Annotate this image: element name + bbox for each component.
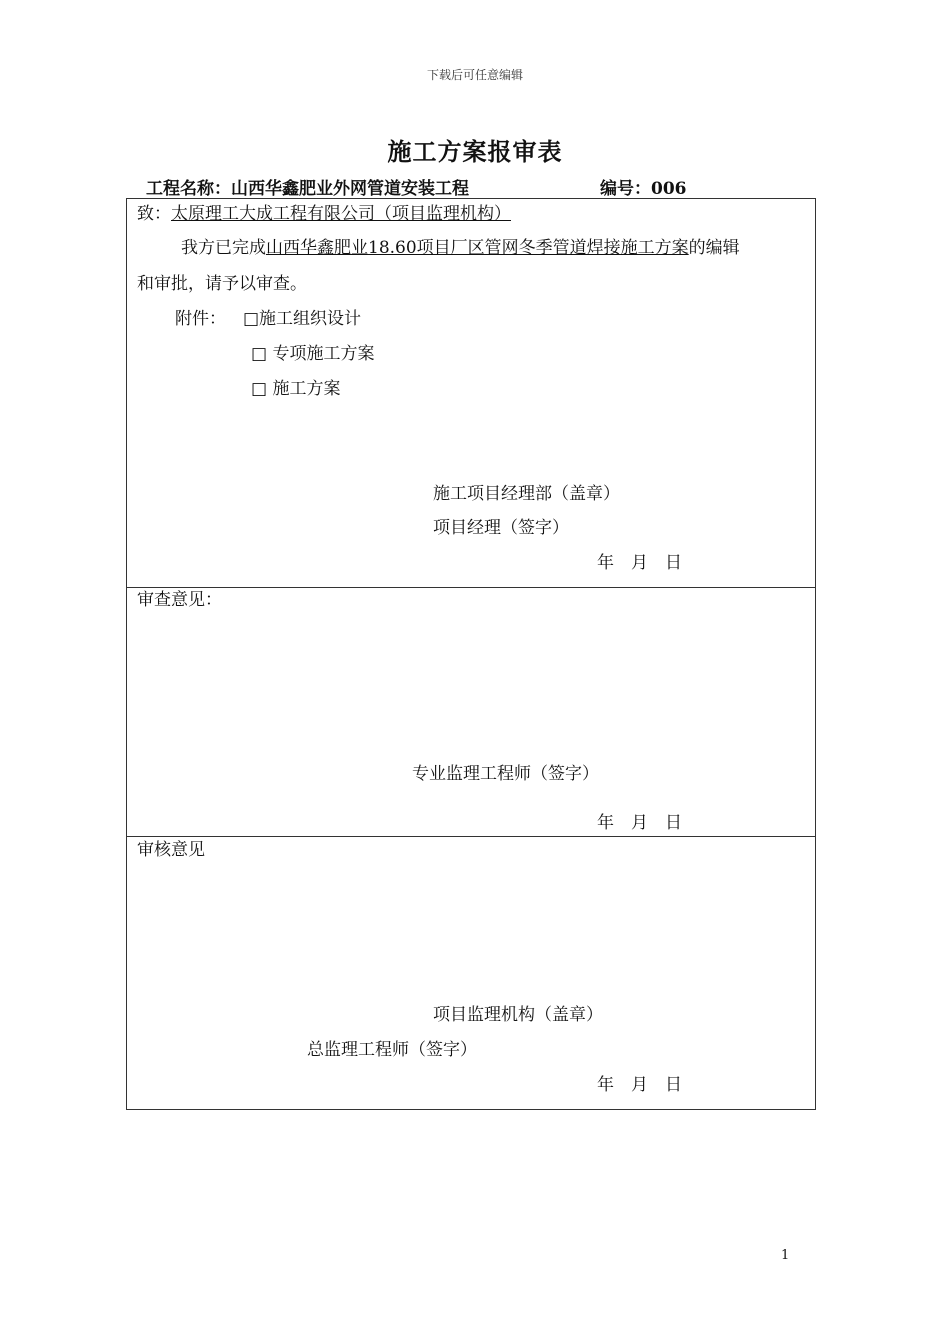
submission-body-line1 [181, 237, 740, 259]
body-prefix: 我方已完成 [181, 238, 266, 258]
audit-date: 年 月 日 [597, 1075, 682, 1095]
attachment-option-construction-plan[interactable]: □ 施工方案 [251, 379, 341, 399]
supervision-org-seal: 项目监理机构（盖章） [433, 1005, 603, 1025]
attachment-label: 附件： [175, 309, 226, 329]
submission-body-line2: 和审批，请予以审查。 [137, 274, 307, 294]
review-form-table [126, 198, 816, 1110]
engineer-signature: 专业监理工程师（签字） [412, 764, 599, 784]
info-line [146, 174, 816, 198]
body-suffix: 的编辑 [688, 238, 740, 258]
body-project: 山西华鑫肥业18.60项目厂区管网冬季管道焊接施工方案 [266, 238, 689, 258]
addressee-prefix: 致： [137, 204, 171, 224]
audit-opinion-label: 审核意见 [137, 840, 205, 860]
page-number: 1 [781, 1248, 790, 1263]
department-seal: 施工项目经理部（盖章） [433, 484, 620, 504]
audit-section [127, 837, 815, 1109]
manager-signature: 项目经理（签字） [433, 518, 569, 538]
form-title: 施工方案报审表 [387, 137, 563, 166]
addressee-org: 太原理工大成工程有限公司（项目监理机构） [171, 204, 511, 224]
addressee-line [137, 203, 511, 225]
attachment-option-special-plan[interactable]: □ 专项施工方案 [251, 344, 375, 364]
submission-date: 年 月 日 [597, 553, 682, 573]
header-note: 下载后可任意编辑 [426, 68, 523, 82]
review-date: 年 月 日 [597, 813, 682, 833]
chief-engineer-signature: 总监理工程师（签字） [307, 1040, 477, 1060]
form-number: 编号：006 [600, 179, 687, 199]
submission-section [127, 199, 815, 588]
review-opinion-label: 审查意见： [137, 590, 222, 610]
project-name: 工程名称：山西华鑫肥业外网管道安装工程 [146, 179, 469, 199]
attachment-option-construction-design[interactable]: □施工组织设计 [243, 309, 362, 329]
review-section [127, 587, 815, 837]
